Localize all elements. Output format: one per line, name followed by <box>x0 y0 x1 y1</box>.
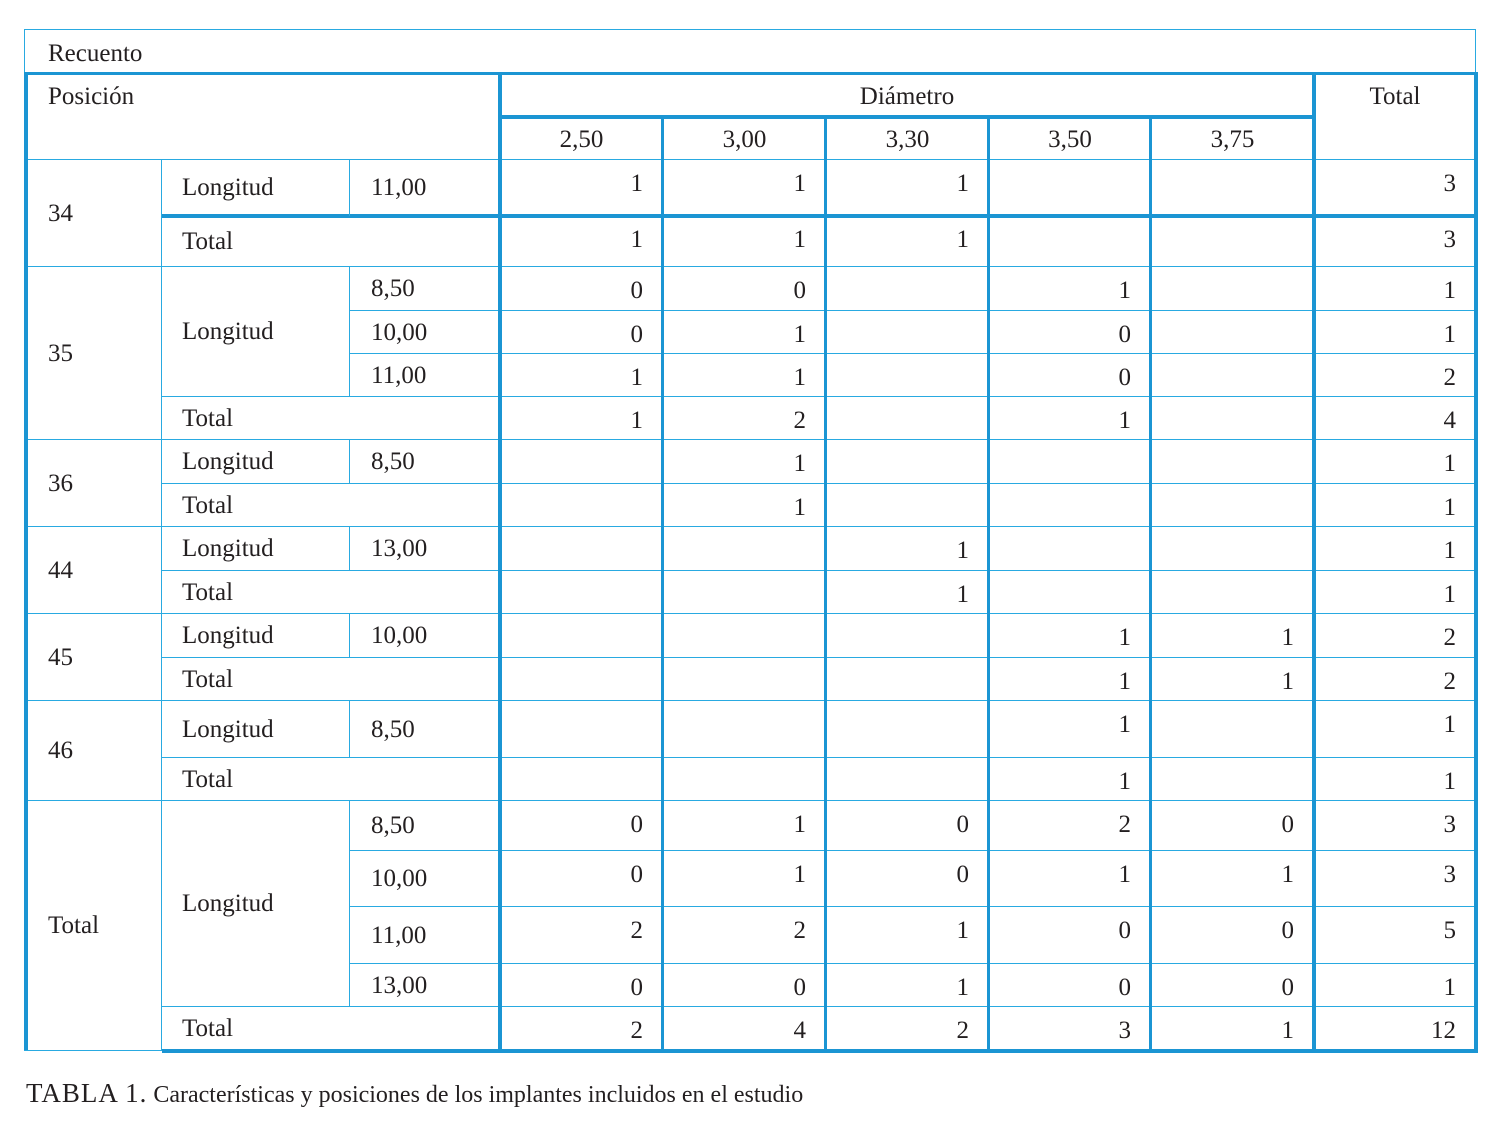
subtotal-separator <box>162 570 1476 571</box>
row-divider <box>350 353 1476 354</box>
length-value: 8,50 <box>371 812 415 839</box>
count-cell: 0 <box>1281 917 1294 944</box>
length-col-line <box>349 701 350 758</box>
length-value: 8,50 <box>371 715 415 743</box>
count-cell: 1 <box>793 321 806 348</box>
measure-label: Longitud <box>182 174 274 201</box>
count-cell: 0 <box>1118 974 1131 1001</box>
header-top-line-left <box>24 72 500 75</box>
row-divider <box>350 310 1476 311</box>
subtotal-cell: 2 <box>630 1017 643 1044</box>
length-value: 10,00 <box>371 865 428 892</box>
position-label: 34 <box>48 199 73 227</box>
subtotal-separator <box>162 483 1476 484</box>
row-total-cell: 1 <box>1443 537 1456 564</box>
group-divider <box>26 526 1476 527</box>
position-label: Total <box>48 912 100 939</box>
subtotal-cell: 2 <box>956 1017 969 1044</box>
count-cell: 1 <box>956 537 969 564</box>
count-cell: 1 <box>630 364 643 391</box>
total-col-border <box>1312 72 1316 1051</box>
subtotal-label: Total <box>182 578 234 606</box>
measure-label: Longitud <box>182 715 274 743</box>
subtotal-cell: 1 <box>793 494 806 521</box>
length-col-line <box>349 160 350 216</box>
subtotal-cell: 1 <box>1281 1017 1294 1044</box>
row-divider <box>350 963 1476 964</box>
subtotal-separator <box>162 1006 1476 1007</box>
count-cell: 1 <box>956 974 969 1001</box>
diameter-col-line <box>987 117 990 1051</box>
count-cell: 1 <box>956 170 969 197</box>
length-value: 10,00 <box>371 622 428 649</box>
measure-label: Longitud <box>182 622 274 649</box>
measure-label: Longitud <box>182 890 274 917</box>
subtotal-cell: 1 <box>630 226 643 253</box>
diameter-col-line <box>661 117 664 1051</box>
subtotal-label: Total <box>182 491 234 519</box>
col-group-header-diametro: Diámetro <box>859 83 955 110</box>
count-cell: 0 <box>1118 364 1131 391</box>
subtotal-total-cell: 1 <box>1443 494 1456 521</box>
position-label: 35 <box>48 339 73 367</box>
subtotal-separator <box>162 657 1476 658</box>
caption-tag: TABLA 1. <box>26 1078 148 1108</box>
count-cell: 0 <box>793 277 806 304</box>
group-divider <box>26 439 1476 440</box>
header-bottom-line <box>26 159 1476 160</box>
row-total-cell: 2 <box>1443 364 1456 391</box>
subtotal-total-cell: 2 <box>1443 668 1456 695</box>
count-cell: 1 <box>1281 861 1294 888</box>
length-value: 8,50 <box>371 448 415 475</box>
diameter-header: 2,50 <box>559 126 604 153</box>
row-total-cell: 1 <box>1443 974 1456 1001</box>
row-total-cell: 2 <box>1443 624 1456 651</box>
subtotal-cell: 1 <box>1118 407 1131 434</box>
count-cell: 1 <box>1281 624 1294 651</box>
count-cell: 0 <box>956 811 969 838</box>
count-cell: 2 <box>793 917 806 944</box>
subtotal-total-cell: 1 <box>1443 581 1456 608</box>
diameter-header: 3,00 <box>722 126 767 153</box>
count-cell: 1 <box>793 170 806 197</box>
row-total-cell: 1 <box>1443 711 1456 738</box>
row-total-cell: 1 <box>1443 277 1456 304</box>
subtotal-label: Total <box>182 1015 234 1042</box>
subtotal-cell: 1 <box>793 226 806 253</box>
row-total-cell: 3 <box>1443 811 1456 838</box>
count-cell: 0 <box>630 811 643 838</box>
count-cell: 1 <box>1118 711 1131 738</box>
count-cell: 0 <box>1281 811 1294 838</box>
measure-label: Longitud <box>182 448 274 475</box>
count-cell: 1 <box>956 917 969 944</box>
col-header-total: Total <box>1369 83 1421 110</box>
frame-top-line <box>24 29 1476 30</box>
left-border <box>24 72 28 1051</box>
caption-text: Características y posiciones de los implantes incluidos en el estudio <box>153 1082 804 1108</box>
left-bottom-stub <box>24 1050 162 1051</box>
table-caption <box>26 1078 803 1109</box>
count-cell: 0 <box>630 861 643 888</box>
subtotal-label: Total <box>182 227 234 255</box>
table-label: Recuento <box>48 40 143 67</box>
subtotal-separator <box>162 396 1476 397</box>
length-value: 8,50 <box>371 275 415 302</box>
count-cell: 0 <box>630 974 643 1001</box>
position-label: 46 <box>48 737 73 764</box>
count-cell: 0 <box>793 974 806 1001</box>
diameter-left-border <box>498 72 502 1051</box>
measure-col-line <box>161 160 162 1051</box>
subtotal-cell: 4 <box>793 1017 806 1044</box>
count-cell: 0 <box>630 321 643 348</box>
count-cell: 2 <box>1118 811 1131 838</box>
frame-right-line-top <box>1475 29 1476 73</box>
count-cell: 2 <box>630 917 643 944</box>
length-col-line <box>349 801 350 1007</box>
subtotal-cell: 1 <box>1118 768 1131 795</box>
position-label: 45 <box>48 643 73 671</box>
count-cell: 1 <box>793 861 806 888</box>
group-divider <box>26 266 1476 267</box>
subtotal-cell: 3 <box>1118 1017 1131 1044</box>
row-divider <box>350 850 1476 851</box>
row-header-posicion: Posición <box>48 83 135 110</box>
measure-label: Longitud <box>182 535 274 562</box>
length-value: 10,00 <box>371 318 428 346</box>
row-total-cell: 1 <box>1443 450 1456 477</box>
position-label: 36 <box>48 469 73 497</box>
group-divider <box>26 700 1476 701</box>
length-col-line <box>349 614 350 658</box>
frame-left-line-top <box>24 29 25 73</box>
subtotal-total-cell: 4 <box>1443 407 1456 434</box>
subtotal-separator <box>162 214 1476 218</box>
subtotal-label: Total <box>182 665 234 693</box>
count-cell: 0 <box>1118 321 1131 348</box>
count-cell: 1 <box>793 811 806 838</box>
count-cell: 0 <box>956 861 969 888</box>
right-border <box>1474 72 1478 1051</box>
header-top-line-right <box>500 72 1476 75</box>
length-value: 13,00 <box>371 535 428 562</box>
row-total-cell: 3 <box>1443 170 1456 197</box>
row-total-cell: 3 <box>1443 861 1456 888</box>
length-col-line <box>349 527 350 571</box>
subtotal-label: Total <box>182 765 234 793</box>
row-divider <box>350 906 1476 907</box>
count-cell: 0 <box>630 277 643 304</box>
table-bottom-line <box>162 1049 1478 1053</box>
count-cell: 1 <box>630 170 643 197</box>
subtotal-label: Total <box>182 404 234 432</box>
count-cell: 1 <box>793 450 806 477</box>
diameter-col-line <box>1149 117 1152 1051</box>
count-cell: 0 <box>1281 974 1294 1001</box>
length-col-line <box>349 267 350 397</box>
subtotal-cell: 1 <box>630 407 643 434</box>
count-cell: 1 <box>1118 624 1131 651</box>
length-col-line <box>349 440 350 484</box>
subtotal-cell: 1 <box>956 581 969 608</box>
length-value: 11,00 <box>371 361 427 389</box>
group-divider <box>26 800 1476 801</box>
subtotal-separator <box>162 757 1476 758</box>
count-cell: 1 <box>1118 861 1131 888</box>
subtotal-cell: 1 <box>1281 668 1294 695</box>
diameter-header: 3,50 <box>1048 126 1092 153</box>
count-cell: 0 <box>1118 917 1131 944</box>
subtotal-cell: 2 <box>793 407 806 434</box>
diameter-col-line <box>824 117 827 1051</box>
length-value: 11,00 <box>371 174 427 201</box>
length-value: 13,00 <box>371 971 428 999</box>
diameter-header: 3,30 <box>885 126 930 153</box>
group-divider <box>26 613 1476 614</box>
row-total-cell: 5 <box>1443 917 1456 944</box>
measure-label: Longitud <box>182 318 274 345</box>
subtotal-total-cell: 12 <box>1431 1017 1456 1044</box>
position-label: 44 <box>48 556 73 584</box>
subtotal-total-cell: 3 <box>1443 226 1456 253</box>
length-value: 11,00 <box>371 921 427 949</box>
subtotal-total-cell: 1 <box>1443 768 1456 795</box>
subtotal-cell: 1 <box>956 226 969 253</box>
diameter-header: 3,75 <box>1210 126 1255 153</box>
count-cell: 1 <box>1118 277 1131 304</box>
subtotal-cell: 1 <box>1118 668 1131 695</box>
row-total-cell: 1 <box>1443 321 1456 348</box>
count-cell: 1 <box>793 364 806 391</box>
diameter-underline <box>500 115 1314 119</box>
